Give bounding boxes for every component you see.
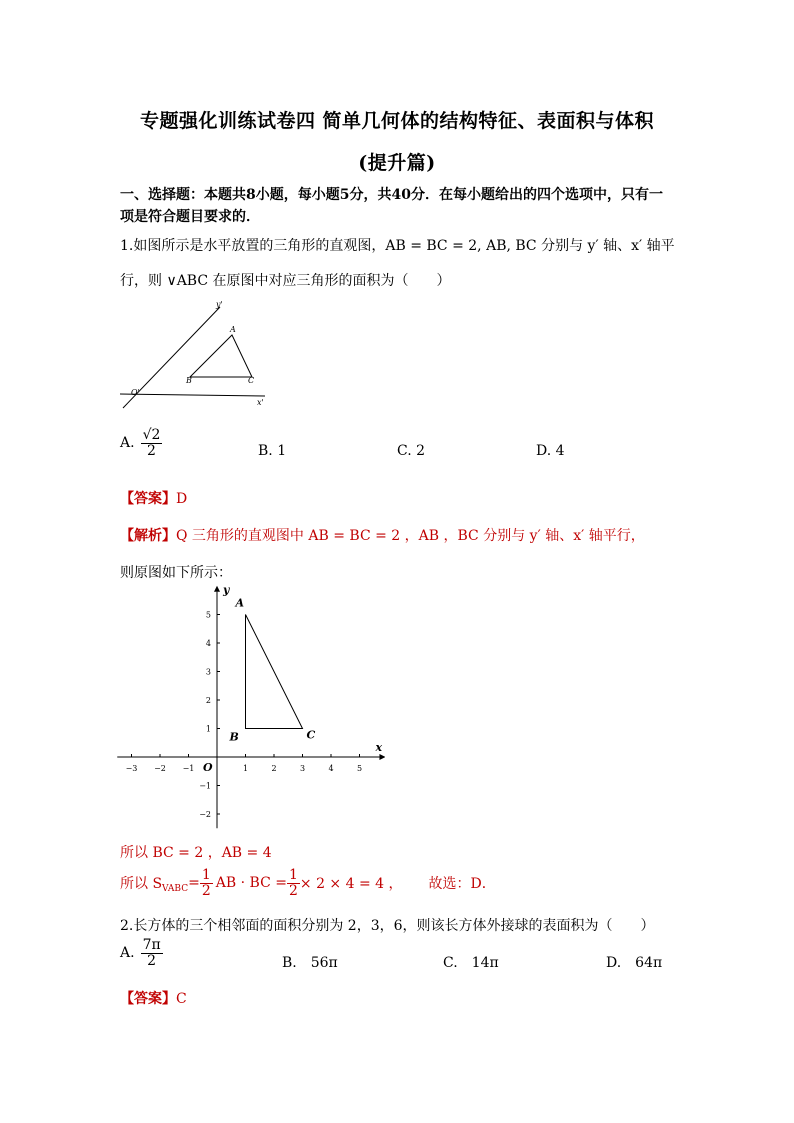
q2-answer-value: C [176,991,187,1007]
x-prime-label: x' [257,398,264,407]
q1-option-a-den: 2 [147,442,156,459]
q1-answer-value: D [176,491,188,507]
vertex-label-c: C [306,728,316,742]
original-triangle [246,615,303,729]
q1-option-a-fraction [141,428,163,458]
y-axis-arrow [214,586,220,592]
q2-option-a-fraction [141,938,163,968]
q2-option-b[interactable]: B. 56π [282,955,338,971]
x-tick-label: 1 [242,764,249,773]
x-tick-label: −3 [125,764,138,773]
q1-analysis [120,525,645,545]
q1-analysis-text: Q 三角形的直观图中 AB = BC = 2 ，AB ，BC 分别与 y′ 轴、x′ 轴平行， [176,528,645,544]
q1-area-subscript: VABC [162,884,189,895]
q1-option-b[interactable]: B. 1 [258,443,287,459]
section-header-line1: 一、选择题：本题共8小题，每小题5分，共40分．在每小题给出的四个选项中，只有一 [120,187,663,203]
chart-layer [117,585,385,828]
q1-choice: 故选：D． [428,876,496,893]
x-tick-label: 4 [328,764,334,773]
q1-area-eq: = [188,875,200,892]
vertex-label-a: A [235,596,245,610]
q1-conclusion-1: 所以 BC = 2 ，AB = 4 [120,845,272,861]
q2-option-d[interactable]: D. 64π [606,955,663,971]
y-tick-label: 4 [205,639,211,648]
q1-answer-tag: 【答案】 [120,491,176,507]
page-subtitle: (提升篇) [358,152,436,174]
x-tick-label: 3 [299,764,306,773]
q1-analysis-tag: 【解析】 [120,528,176,544]
q1-half-num-2: 1 [288,867,298,883]
q1-stem-line2: 行，则 ∨ABC 在原图中对应三角形的面积为（ ） [120,273,451,289]
q1-half-den-2: 2 [288,882,298,899]
q1-area-mid: AB · BC = [215,875,287,892]
q1-option-a-label: A. [120,435,135,452]
y-tick-label: 3 [205,667,211,677]
coordinate-chart [115,585,385,830]
x-axis-label: x [375,741,383,754]
q2-option-a-num: 7π [142,937,161,953]
section-header-line2: 项是符合题目要求的． [120,209,260,225]
q1-option-a[interactable] [120,428,162,458]
q2-answer [120,988,187,1008]
y-tick-label: 2 [205,696,211,705]
x-tick-label: 5 [356,764,363,773]
q1-stem-line1: 1.如图所示是水平放置的三角形的直观图，AB = BC = 2, AB, BC 分别与 y′ 轴、x′ 轴平 [120,238,675,254]
q1-option-d[interactable]: D. 4 [536,443,565,459]
vertex-b-label: B [186,376,192,385]
q2-option-a-label: A. [120,945,135,962]
y-prime-label: y' [216,300,223,309]
x-axis-arrow [379,754,385,760]
x-tick-label: −2 [154,764,166,773]
q1-conclusion-2 [120,868,496,898]
x-tick-label: 2 [271,764,277,773]
q1-oblique-figure [115,295,275,415]
y-tick-label: −1 [199,781,211,791]
y-tick-label: 1 [205,724,211,734]
oblique-triangle [190,335,252,377]
vertex-label-b: B [229,730,239,744]
vertex-c-label: C [248,376,255,385]
q1-area-tail: × 2 × 4 = 4 ， [299,876,403,893]
q1-half-fraction-1 [200,868,213,898]
origin-label: O [203,761,213,774]
origin-prime-label: O' [131,388,140,397]
y-axis-label: y [223,585,230,597]
q1-half-fraction-2 [287,868,300,898]
vertex-a-label: A [230,325,236,334]
q2-option-a[interactable] [120,938,163,968]
q2-option-c[interactable]: C. 14π [443,955,499,971]
q1-original-intro: 则原图如下所示： [120,565,232,581]
q1-answer [120,488,187,508]
q1-option-a-num: √2 [142,427,161,443]
q2-answer-tag: 【答案】 [120,991,176,1007]
q1-half-num-1: 1 [201,867,211,883]
q1-option-c[interactable]: C. 2 [397,443,426,459]
q2-stem: 2.长方体的三个相邻面的面积分别为 2，3，6，则该长方体外接球的表面积为（ ） [120,918,655,934]
q2-option-a-den: 2 [147,952,157,969]
y-tick-label: 5 [205,610,211,620]
page-title: 专题强化训练试卷四 简单几何体的结构特征、表面积与体积 [139,110,655,132]
x-tick-label: −1 [182,764,195,773]
q1-half-den-1: 2 [201,882,211,899]
y-tick-label: −2 [199,810,211,819]
q1-area-prefix: 所以 S [120,876,163,893]
x-prime-axis [120,394,265,396]
